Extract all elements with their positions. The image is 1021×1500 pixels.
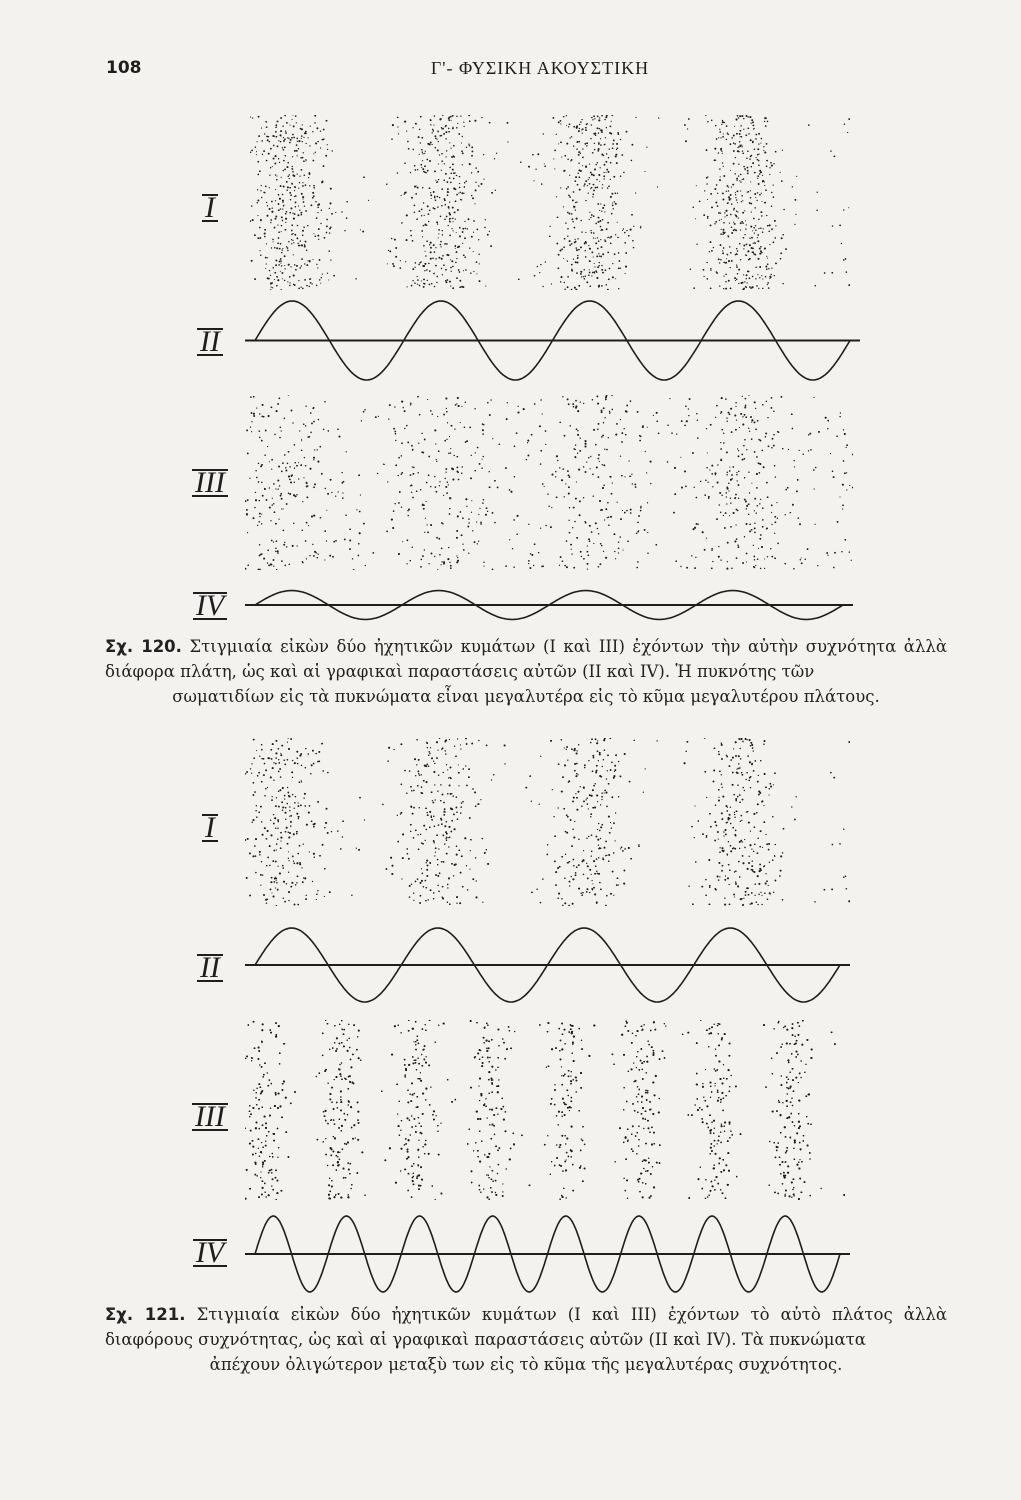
fig120-row-label-3: III: [185, 468, 235, 498]
fig121-wave-graph-1: [245, 925, 850, 1005]
fig121-density-panel-1: [245, 738, 850, 906]
fig120-caption-last-line: σωματιδίων εἰς τὰ πυκνώματα εἶναι μεγαλυτέρα εἰς τὸ κῦμα μεγαλυτέρου πλάτους.: [172, 687, 880, 706]
fig120-wave-graph-1: [245, 298, 860, 383]
fig120-caption-label: Σχ. 120.: [105, 637, 182, 656]
fig121-row-label-2: II: [185, 953, 235, 983]
fig121-caption-label: Σχ. 121.: [105, 1305, 186, 1324]
fig121-row-label-4: IV: [185, 1238, 235, 1268]
fig120-wave-graph-2: [245, 585, 853, 625]
fig120-row-label-1: I: [185, 193, 235, 223]
fig121-density-panel-2: [245, 1020, 845, 1200]
fig121-caption: [105, 1302, 947, 1377]
fig120-caption-text: Στιγμιαία εἰκὼν δύο ἠχητικῶν κυμάτων (Ι καὶ ΙΙΙ) ἐχόντων τὴν αὐτὴν συχνότητα ἀλλὰ διάφορα πλάτη, ὡς καὶ αἱ γραφικαὶ παραστάσεις αὐτῶν (ΙΙ καὶ IV). Ἡ πυκνότης τῶν: [105, 637, 948, 681]
fig121-row-label-1: I: [185, 813, 235, 843]
fig121-caption-last-line: ἀπέχουν ὀλιγώτερον μεταξὺ των εἰς τὸ κῦμα τῆς μεγαλυτέρας συχνότητος.: [209, 1355, 843, 1374]
running-head: Γ'- ΦΥΣΙΚΗ ΑΚΟΥΣΤΙΚΗ: [430, 58, 650, 78]
fig120-row-label-2: II: [185, 327, 235, 357]
fig120-row-label-4: IV: [185, 591, 235, 621]
fig121-caption-text: Στιγμιαία εἰκὼν δύο ἠχητικῶν κυμάτων (Ι καὶ ΙΙΙ) ἐχόντων τὸ αὐτὸ πλάτος ἀλλὰ διαφόρους συχνότητας, ὡς καὶ αἱ γραφικαὶ παραστάσεις αὐτῶν (ΙΙ καὶ IV). Τὰ πυκνώματα: [105, 1305, 947, 1349]
fig121-wave-graph-2: [245, 1213, 850, 1295]
page-number: 108: [106, 58, 142, 78]
fig121-row-label-3: III: [185, 1102, 235, 1132]
fig120-density-panel-1: [250, 115, 850, 290]
fig120-density-panel-2: [245, 395, 853, 570]
fig120-caption: [105, 634, 947, 709]
